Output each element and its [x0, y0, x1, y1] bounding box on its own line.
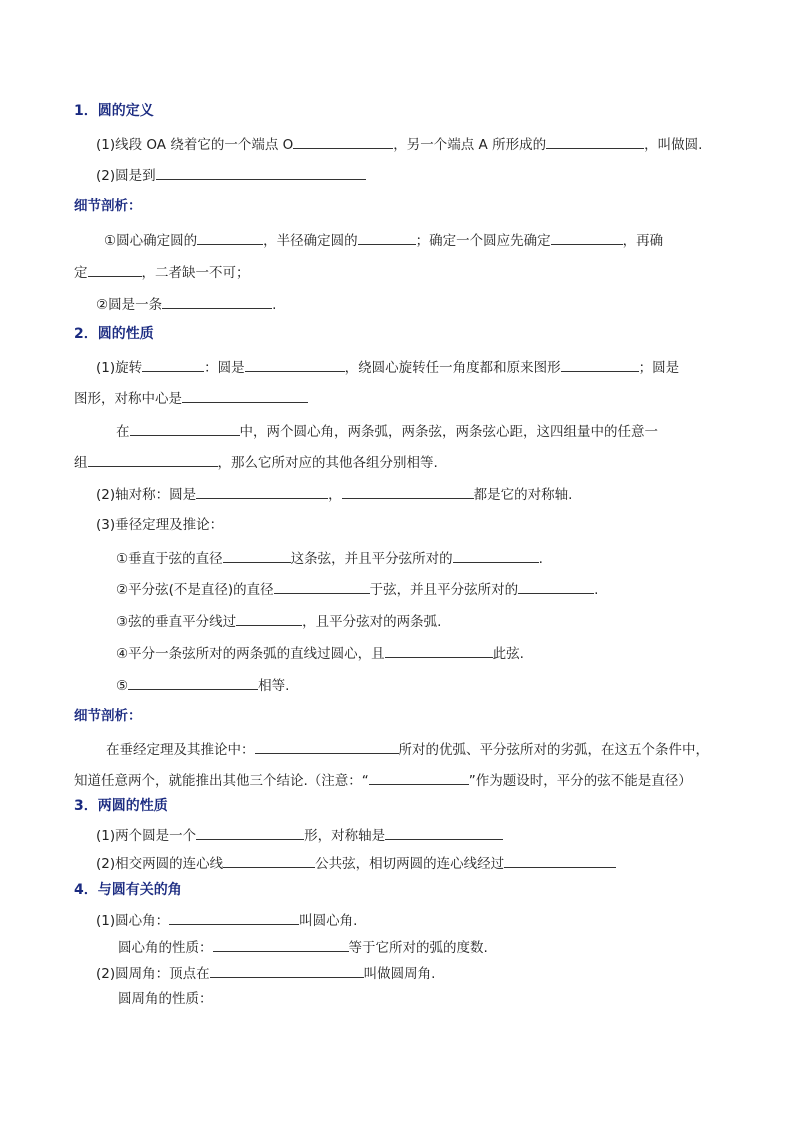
text: 图形，对称中心是 — [74, 391, 182, 407]
text: ，再确 — [622, 233, 664, 249]
section-title-two-circles: 3．两圆的性质 — [74, 798, 168, 814]
inscribed-angle-property-line — [118, 990, 213, 1008]
fill-blank[interactable] — [546, 134, 644, 149]
fill-blank[interactable] — [236, 611, 302, 626]
text: 公共弦，相切两圆的连心线经过 — [315, 856, 505, 872]
fill-blank[interactable] — [504, 853, 616, 868]
detail-line-3 — [96, 294, 276, 314]
text: ①圆心确定圆的 — [104, 233, 198, 249]
text: ⑤ — [116, 678, 129, 694]
fill-blank[interactable] — [369, 770, 469, 785]
text: . — [538, 551, 543, 567]
fill-blank[interactable] — [88, 452, 218, 467]
text: (1)两个圆是一个 — [96, 828, 197, 844]
text: ②平分弦(不是直径)的直径 — [116, 582, 274, 598]
text: ，且平分弦对的两条弧. — [302, 614, 442, 630]
text: ”作为题设时，平分的弦不能是直径） — [468, 773, 692, 789]
text: ②圆是一条 — [96, 297, 163, 313]
section-title-circle-definition: 1．圆的定义 — [74, 103, 154, 119]
text: (2)轴对称：圆是 — [96, 487, 197, 503]
rotation-line-3 — [116, 421, 658, 441]
text: 中，两个圆心角，两条弧，两条弦，两条弦心距，这四组量中的任意一 — [239, 424, 658, 440]
text: ③弦的垂直平分线过 — [116, 614, 237, 630]
text: 所对的优弧、平分弦所对的劣弧，在这五个条件中， — [398, 742, 709, 758]
detail2-line-2 — [74, 770, 692, 790]
rotation-line-2 — [74, 388, 308, 408]
paragraph-definition-1 — [96, 134, 702, 154]
fill-blank[interactable] — [196, 825, 304, 840]
text: ，叫做圆. — [644, 137, 703, 153]
fill-blank[interactable] — [245, 357, 345, 372]
fill-blank[interactable] — [162, 294, 272, 309]
fill-blank[interactable] — [196, 484, 328, 499]
text: (1)旋转 — [96, 360, 143, 376]
fill-blank[interactable] — [453, 548, 539, 563]
text: 组 — [74, 455, 88, 471]
fill-blank[interactable] — [169, 910, 299, 925]
rotation-line-1 — [96, 357, 679, 377]
fill-blank[interactable] — [223, 548, 291, 563]
text: 在 — [116, 424, 130, 440]
central-angle-line — [96, 910, 357, 930]
text: 形，对称轴是 — [304, 828, 386, 844]
text: (1)圆心角： — [96, 913, 170, 929]
text: (1)线段 OA 绕着它的一个端点 O — [96, 137, 294, 153]
central-angle-property-line — [118, 937, 488, 957]
text: 都是它的对称轴. — [473, 487, 573, 503]
text: 等于它所对的弧的度数. — [348, 940, 488, 956]
text: . — [594, 582, 599, 598]
section-title-circle-properties: 2．圆的性质 — [74, 326, 154, 342]
fill-blank[interactable] — [274, 579, 370, 594]
axis-symmetry-line — [96, 484, 572, 504]
fill-blank[interactable] — [255, 739, 399, 754]
text: 圆周角的性质： — [118, 991, 213, 1007]
two-circles-line-1 — [96, 825, 503, 845]
fill-blank[interactable] — [210, 963, 364, 978]
text: ，那么它所对应的其他各组分别相等. — [217, 455, 438, 471]
fill-blank[interactable] — [156, 165, 366, 180]
text: (2)相交两圆的连心线 — [96, 856, 224, 872]
text: 知道任意两个，就能推出其他三个结论.（注意：“ — [74, 773, 369, 789]
two-circles-line-2 — [96, 853, 616, 873]
perpendicular-theorem-heading: (3)垂径定理及推论： — [96, 517, 224, 533]
fill-blank[interactable] — [213, 937, 349, 952]
theorem-item-3 — [116, 611, 441, 631]
fill-blank[interactable] — [142, 357, 204, 372]
text: ，半径确定圆的 — [263, 233, 358, 249]
text: ①垂直于弦的直径 — [116, 551, 223, 567]
theorem-item-4 — [116, 643, 524, 663]
text: ，另一个端点 A 所形成的 — [393, 137, 547, 153]
text: 叫做圆周角. — [363, 966, 436, 982]
text: 于弦，并且平分弦所对的 — [369, 582, 519, 598]
fill-blank[interactable] — [385, 643, 493, 658]
text: 相等. — [258, 678, 290, 694]
theorem-item-2 — [116, 579, 598, 599]
text: 叫圆心角. — [299, 913, 358, 929]
text: ，二者缺一不可； — [141, 265, 250, 281]
fill-blank[interactable] — [223, 853, 315, 868]
fill-blank[interactable] — [385, 825, 503, 840]
text: ：圆是 — [204, 360, 245, 376]
fill-blank[interactable] — [358, 230, 416, 245]
text: (2)圆周角：顶点在 — [96, 966, 210, 982]
inscribed-angle-line — [96, 963, 435, 983]
fill-blank[interactable] — [197, 230, 263, 245]
paragraph-definition-2 — [96, 165, 366, 185]
fill-blank[interactable] — [293, 134, 393, 149]
detail-analysis-title-2: 细节剖析： — [74, 708, 142, 724]
fill-blank[interactable] — [518, 579, 594, 594]
section-title-circle-angles: 4．与圆有关的角 — [74, 882, 182, 898]
text: 在垂经定理及其推论中： — [106, 742, 255, 758]
text: 这条弦，并且平分弦所对的 — [290, 551, 453, 567]
detail-line-2 — [74, 262, 250, 282]
fill-blank[interactable] — [88, 262, 142, 277]
fill-blank[interactable] — [342, 484, 474, 499]
text: (2)圆是到 — [96, 168, 156, 184]
text: 此弦. — [492, 646, 524, 662]
rotation-line-4 — [74, 452, 438, 472]
text: ，绕圆心旋转任一角度都和原来图形 — [344, 360, 561, 376]
text: ；圆是 — [638, 360, 680, 376]
fill-blank[interactable] — [128, 675, 258, 690]
text: ， — [328, 487, 342, 503]
text: ④平分一条弦所对的两条弧的直线过圆心，且 — [116, 646, 385, 662]
text: 定 — [74, 265, 88, 281]
fill-blank[interactable] — [561, 357, 639, 372]
text: 圆心角的性质： — [118, 940, 213, 956]
theorem-item-1 — [116, 548, 543, 568]
text: . — [272, 297, 277, 313]
text: ；确定一个圆应先确定 — [415, 233, 551, 249]
fill-blank[interactable] — [551, 230, 623, 245]
detail2-line-1 — [106, 739, 709, 759]
detail-analysis-title: 细节剖析： — [74, 198, 142, 214]
theorem-item-5 — [116, 675, 289, 695]
fill-blank[interactable] — [130, 421, 240, 436]
detail-line-1 — [104, 230, 663, 250]
fill-blank[interactable] — [182, 388, 308, 403]
